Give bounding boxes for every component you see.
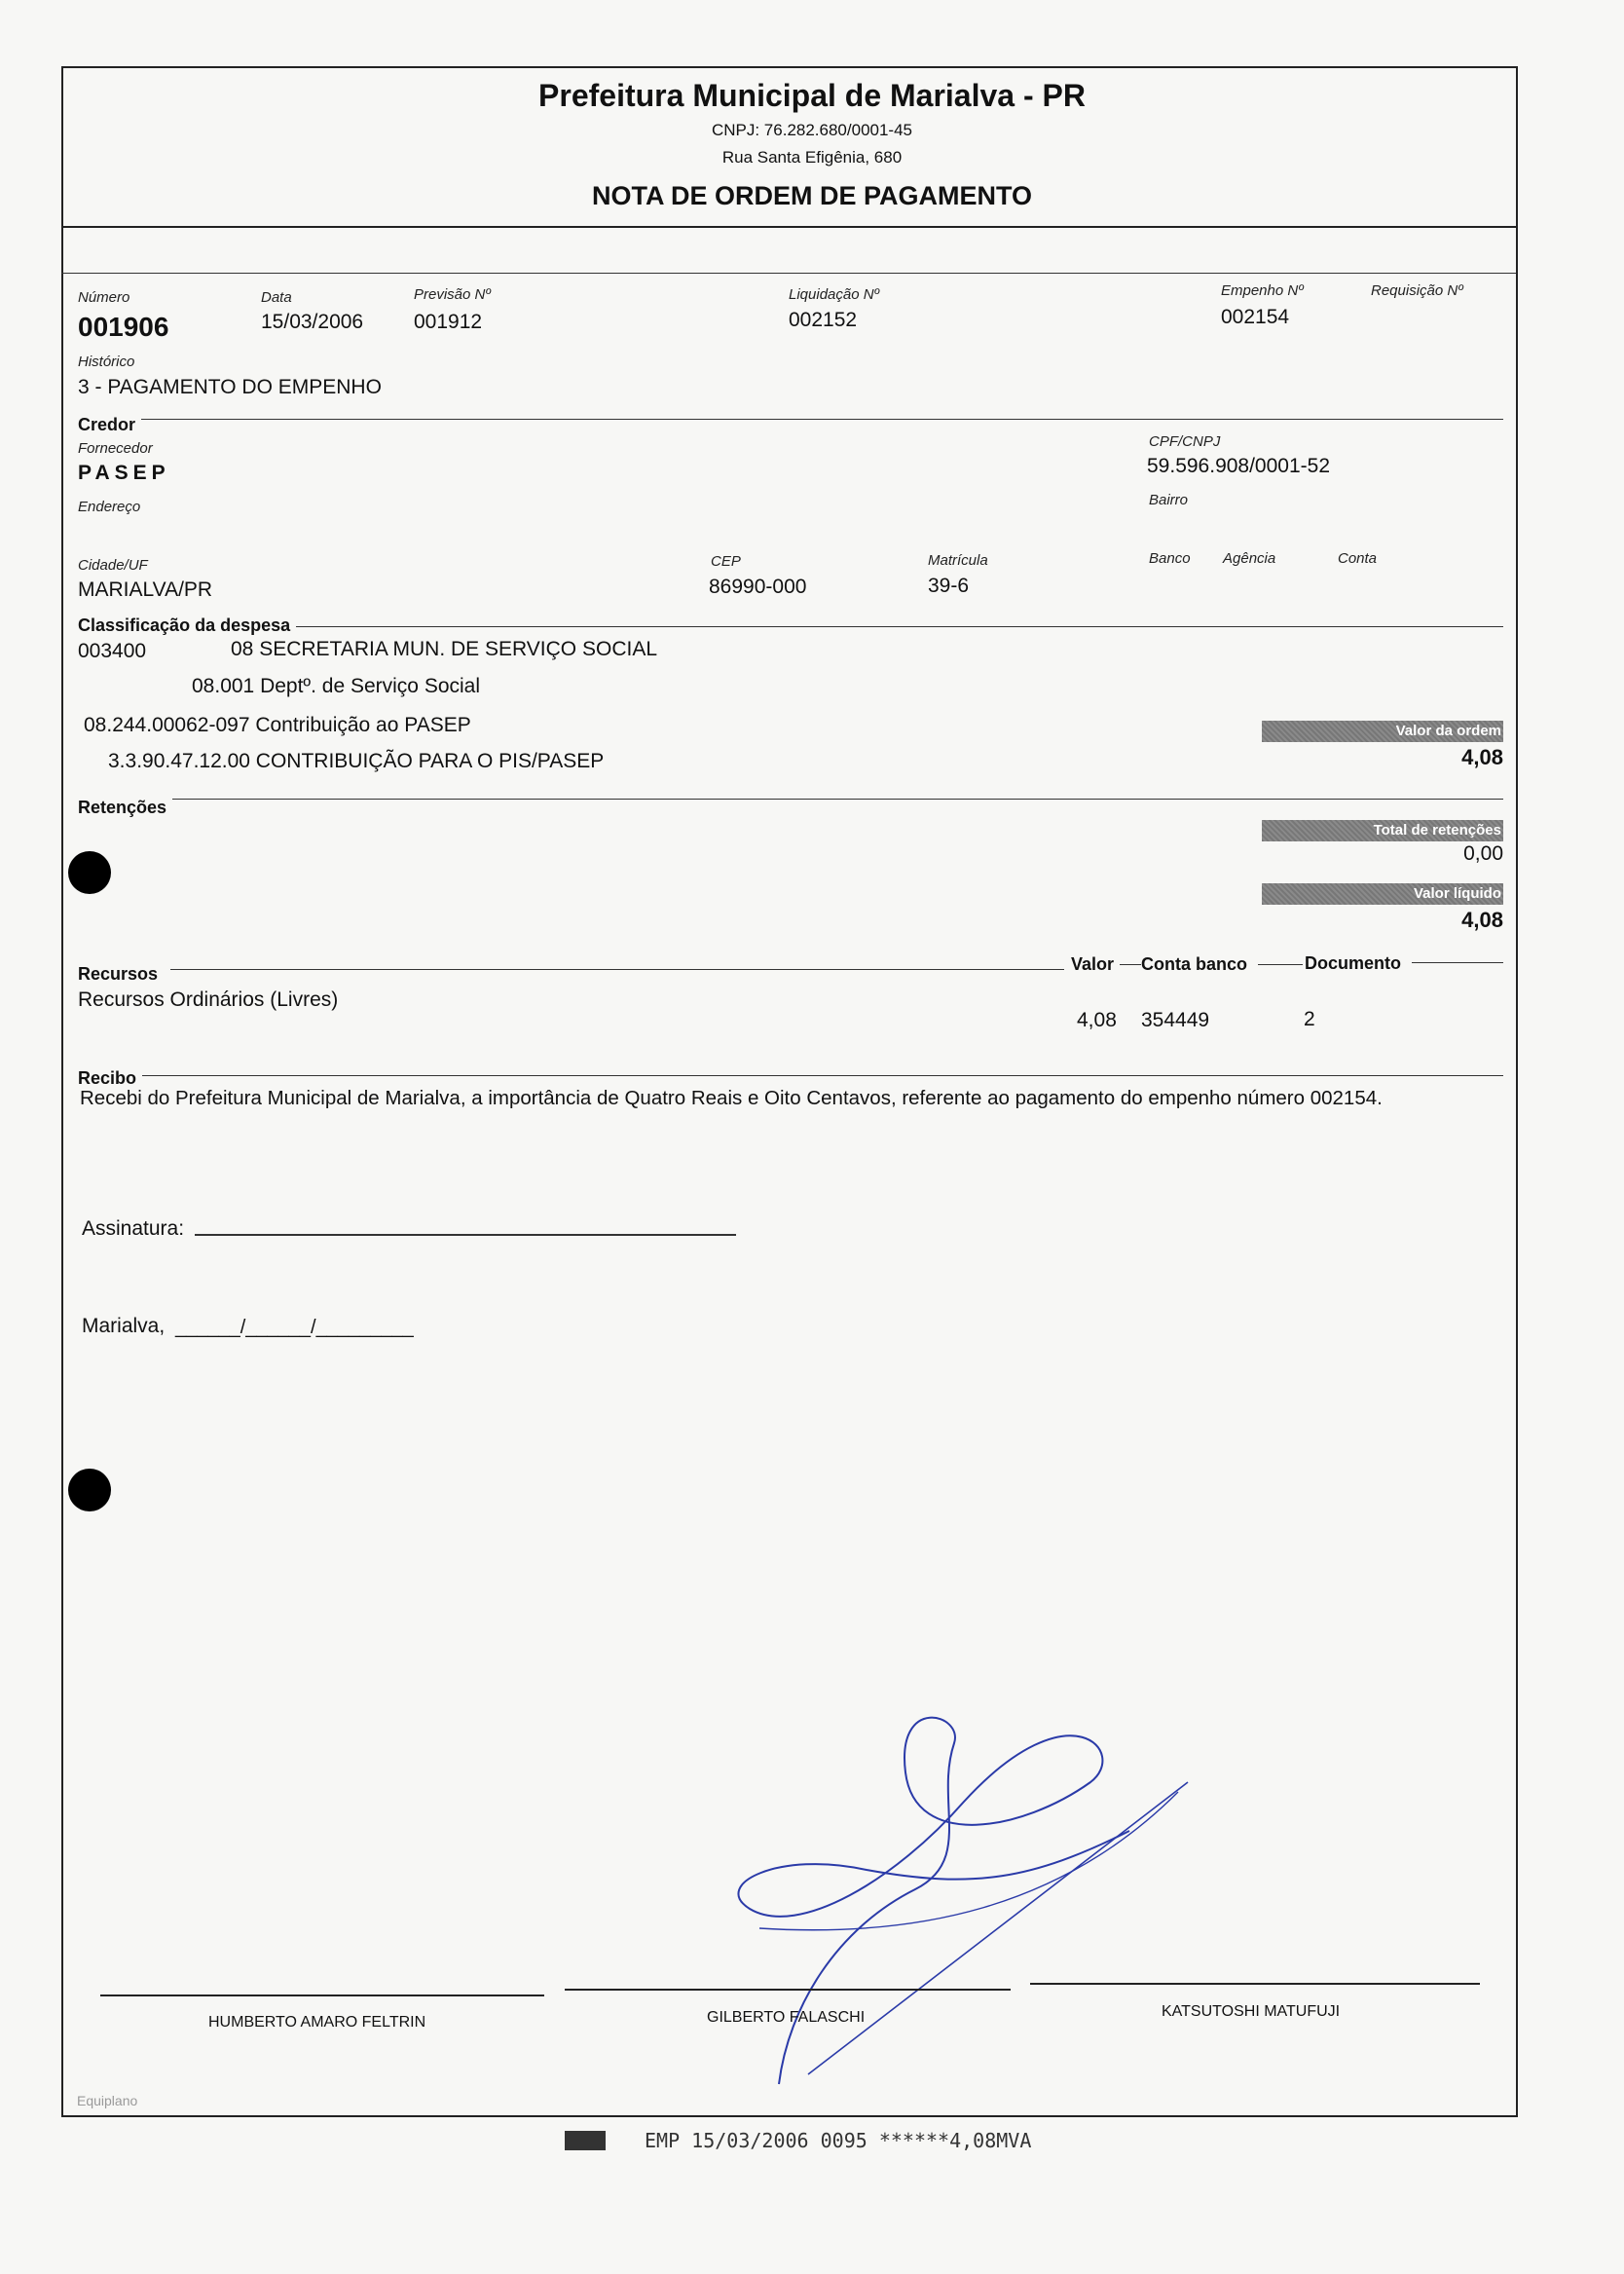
retencoes-section-title: Retenções: [78, 798, 172, 818]
signature-line: [1030, 1983, 1480, 1985]
recursos-valor: 4,08: [1077, 1009, 1117, 1031]
address-text: Rua Santa Efigênia, 680: [721, 148, 903, 167]
cidade-value: MARIALVA/PR: [78, 578, 213, 601]
liquidacao-value: 002152: [789, 309, 858, 331]
cpf-value: 59.596.908/0001-52: [1147, 455, 1331, 477]
payment-stamp: EMP 15/03/2006 0095 ******4,08MVA: [645, 2129, 1032, 2152]
conta-label: Conta: [1338, 550, 1378, 567]
matricula-label: Matrícula: [928, 552, 988, 569]
retencoes-rule: [78, 799, 1503, 800]
total-retencoes-value: 0,00: [1463, 842, 1503, 865]
recibo-rule: [78, 1075, 1503, 1076]
stamp-logo: [565, 2131, 606, 2150]
valor-liquido-value: 4,08: [1461, 908, 1503, 932]
punch-hole: [68, 851, 111, 894]
valor-ordem-value: 4,08: [1461, 745, 1503, 769]
recursos-documento-label: Documento: [1305, 953, 1407, 974]
fornecedor-label: Fornecedor: [78, 440, 153, 457]
recibo-text: Recebi do Prefeitura Municipal de Marialva, a importância de Quatro Reais e Oito Centavos, referente ao pagamento do empenho número 002154.: [80, 1087, 1383, 1109]
bairro-label: Bairro: [1149, 492, 1189, 508]
recursos-name: Recursos Ordinários (Livres): [78, 988, 339, 1011]
cidade-label: Cidade/UF: [78, 557, 148, 574]
credor-section-title: Credor: [78, 415, 141, 435]
classificacao-code: 003400: [78, 640, 147, 662]
recibo-section-title: Recibo: [78, 1068, 142, 1089]
credor-rule: [78, 419, 1503, 420]
recursos-documento: 2: [1304, 1008, 1315, 1030]
numero-label: Número: [78, 289, 130, 306]
cep-value: 86990-000: [709, 576, 807, 598]
punch-hole: [68, 1469, 111, 1511]
numero-value: 001906: [78, 312, 169, 342]
empenho-value: 002154: [1221, 306, 1290, 328]
header-dash: [1258, 964, 1303, 965]
agencia-label: Agência: [1223, 550, 1276, 567]
recursos-conta: 354449: [1141, 1009, 1210, 1031]
recursos-section-title: Recursos: [78, 964, 164, 985]
valor-ordem-label: Valor da ordem: [1262, 721, 1503, 742]
date-fill-line: ______/______/_________: [175, 1317, 414, 1338]
brand-label: Equiplano: [77, 2093, 138, 2108]
cnpj-text: CNPJ: 76.282.680/0001-45: [711, 121, 913, 139]
header-divider: [61, 226, 1516, 228]
endereco-label: Endereço: [78, 499, 141, 515]
signature-line: [565, 1989, 1011, 1991]
previsao-label: Previsão Nº: [414, 286, 491, 303]
cpf-label: CPF/CNPJ: [1149, 433, 1221, 450]
historico-label: Histórico: [78, 354, 135, 370]
liquidacao-label: Liquidação Nº: [789, 286, 880, 303]
assinatura-line: [195, 1234, 736, 1236]
signature-line: [100, 1994, 544, 1996]
data-value: 15/03/2006: [261, 311, 364, 333]
signature-name-1: HUMBERTO AMARO FELTRIN: [208, 2014, 426, 2031]
recursos-conta-label: Conta banco: [1141, 954, 1253, 975]
header-dash: [1120, 964, 1141, 965]
signature-name-3: KATSUTOSHI MATUFUJI: [1162, 2003, 1341, 2020]
assinatura-label: Assinatura:: [82, 1217, 185, 1240]
total-retencoes-label: Total de retenções: [1262, 820, 1503, 841]
classificacao-line3: 08.244.00062-097 Contribuição ao PASEP: [84, 714, 471, 736]
header-dash: [1412, 962, 1503, 963]
handwritten-signature: [720, 1685, 1207, 2094]
page-title: Prefeitura Municipal de Marialva - PR: [538, 78, 1086, 113]
banco-label: Banco: [1149, 550, 1191, 567]
signature-name-2: GILBERTO FALASCHI: [707, 2009, 866, 2026]
classificacao-line1: 08 SECRETARIA MUN. DE SERVIÇO SOCIAL: [231, 638, 658, 660]
recursos-valor-label: Valor: [1071, 954, 1120, 975]
cep-label: CEP: [711, 553, 741, 570]
local-label: Marialva,: [82, 1315, 166, 1337]
data-label: Data: [261, 289, 292, 306]
valor-liquido-label: Valor líquido: [1262, 883, 1503, 905]
requisicao-label: Requisição Nº: [1371, 282, 1463, 299]
recursos-rule: [170, 969, 1064, 970]
classificacao-line4: 3.3.90.47.12.00 CONTRIBUIÇÃO PARA O PIS/PASEP: [108, 750, 605, 772]
historico-value: 3 - PAGAMENTO DO EMPENHO: [78, 376, 382, 398]
top-rule: [61, 273, 1516, 274]
document-title: NOTA DE ORDEM DE PAGAMENTO: [591, 181, 1032, 210]
classificacao-section-title: Classificação da despesa: [78, 615, 296, 636]
empenho-label: Empenho Nº: [1221, 282, 1304, 299]
classificacao-line2: 08.001 Deptº. de Serviço Social: [192, 675, 481, 697]
previsao-value: 001912: [414, 311, 483, 333]
fornecedor-value: PASEP: [78, 462, 170, 484]
matricula-value: 39-6: [928, 575, 970, 597]
